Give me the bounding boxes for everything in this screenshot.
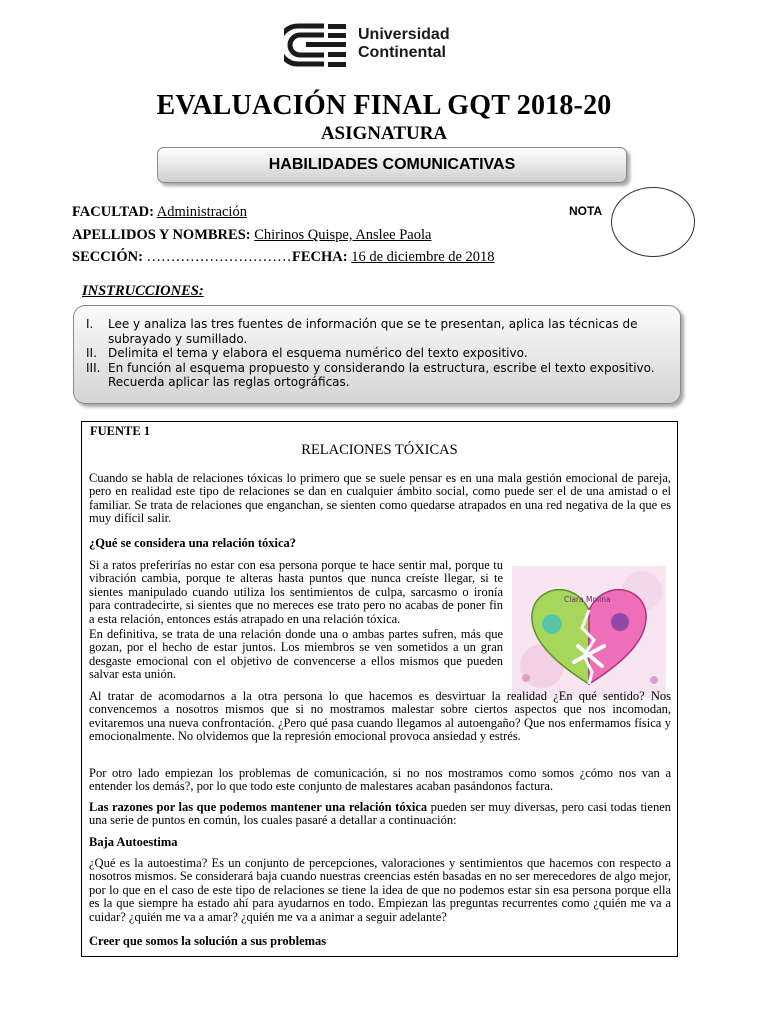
paragraph-reality: Al tratar de acomodarnos a la otra persona lo que hacemos es desvirtuar la realidad ¿En qué sentido? Nos convencemos a nosotros mismos que si no mostramos malestar sobre ciertos aspectos que nos incomodan, evitaremos una nueva confrontación. ¿Pero qué pasa cuando llegamos al autoengaño? Que nos enfermamos física y emocionalmente. No olvidemos que la represión emocional provoca ansiedad y estrés.: [89, 689, 671, 744]
fecha-row: [292, 249, 495, 266]
exam-title: EVALUACIÓN FINAL GQT 2018-20: [156, 90, 612, 121]
paragraph-intro: Cuando se habla de relaciones tóxicas lo primero que se suele pensar es en una mala gestión emocional de pareja, pero en realidad este tipo de relaciones se dan en cualquier ámbito social, como puede ser el de una amistad o el familiar. Se trata de relaciones que enganchan, se sienten como quedarse atrapados en una red negativa de la que es muy difícil salir.: [89, 471, 671, 526]
instruction-text: Delimita el tema y elabora el esquema numérico del texto expositivo.: [108, 346, 528, 360]
facultad-row: [72, 204, 247, 221]
instruction-number: III.: [86, 360, 101, 375]
facultad-value: Administración: [156, 204, 247, 220]
subheading-question: ¿Qué se considera una relación tóxica?: [89, 536, 297, 550]
paragraph-conclusion: En definitiva, se trata de una relación donde una o ambas partes sufren, más que gozan, por el hecho de estar juntos. Los miembros se ven sometidos a un gran desgaste emocional con el objetivo de convencerse a ellos mismos que pueden salvar esta unión.: [89, 627, 503, 682]
instruction-number: I.: [86, 317, 94, 331]
university-name: [358, 26, 450, 62]
logo-line-2: Continental: [358, 44, 446, 61]
instruction-item: [86, 346, 670, 361]
broken-heart-illustration: [512, 566, 666, 698]
logo-line-1: Universidad: [358, 26, 450, 43]
seccion-label: SECCIÓN:: [72, 249, 143, 265]
seccion-value: …………………………: [146, 249, 292, 265]
paragraph-communication: Por otro lado empiezan los problemas de comunicación, si no nos mostramos como somos ¿cómo nos van a entender los demás?, por lo que todo este conjunto de malestares acaban pasándonos factura.: [89, 766, 671, 794]
paragraph-reasons: [89, 801, 671, 828]
reasons-bold-lead: Las razones por las que podemos mantener una relación tóxica: [89, 800, 428, 814]
image-caption: Clara Molina: [564, 595, 611, 604]
instructions-title: INSTRUCCIONES:: [82, 283, 204, 299]
subject-heading: ASIGNATURA: [320, 123, 448, 144]
source-label: FUENTE 1: [90, 424, 151, 438]
subheading-solution: Creer que somos la solución a sus problemas: [89, 934, 327, 948]
facultad-label: FACULTAD:: [72, 204, 154, 220]
subject-name-box: HABILIDADES COMUNICATIVAS: [157, 147, 627, 183]
instruction-item: [86, 361, 670, 390]
subheading-autoestima: Baja Autoestima: [89, 835, 178, 849]
grade-circle: [611, 187, 695, 257]
university-logo-icon: [284, 22, 348, 68]
apellidos-value: Chirinos Quispe, Anslee Paola: [254, 227, 432, 243]
instruction-number: II.: [86, 346, 97, 360]
paragraph-definition: Si a ratos preferirías no estar con esa persona porque te hace sentir mal, porque tu vibración cambia, porque te alteras hasta puntos que nunca creíste llegar, si te sientes manipulado cuando utiliza los sentimientos de culpa, sarcasmo o ironía para contradecirte, si sientes que no mereces ese trato pero no acabas de poner fin a esta relación, entonces estás atrapado en una relación tóxica.: [89, 558, 503, 626]
seccion-row: [72, 249, 292, 266]
instruction-text: Lee y analiza las tres fuentes de información que se te presentan, aplica las técnicas de subrayado y sumillado.: [108, 317, 638, 346]
article-title: RELACIONES TÓXICAS: [301, 442, 458, 458]
instruction-item: [86, 317, 670, 346]
reasons-rest: pueden ser muy diversas, pero casi todas tienen una serie de puntos en común, los cuales pasaré a detallar a continuación:: [89, 800, 671, 828]
apellidos-row: [72, 227, 431, 244]
instruction-text: En función al esquema propuesto y considerando la estructura, escribe el texto expositivo. Recuerda aplicar las reglas ortográficas.: [108, 360, 655, 389]
fecha-value: 16 de diciembre de 2018: [351, 249, 495, 265]
instructions-list: [86, 317, 670, 390]
nota-label: NOTA: [569, 204, 603, 218]
fecha-label: FECHA:: [292, 249, 348, 265]
paragraph-autoestima: ¿Qué es la autoestima? Es un conjunto de percepciones, valoraciones y sentimientos que hacemos con respecto a nosotros mismos. Se considerará baja cuando nuestras creencias estén basadas en no ser merecedores de algo mejor, por lo que en el caso de este tipo de relaciones se tiene la idea de que no podemos estar sin esa persona porque ella es la que siempre ha estado ahí para ayudarnos en todo. Empiezan las preguntas recurrentes como ¿quién me va a cuidar? ¿quién me va a amar? ¿quién me va a animar a seguir adelante?: [89, 856, 671, 924]
apellidos-label: APELLIDOS Y NOMBRES:: [72, 227, 251, 243]
